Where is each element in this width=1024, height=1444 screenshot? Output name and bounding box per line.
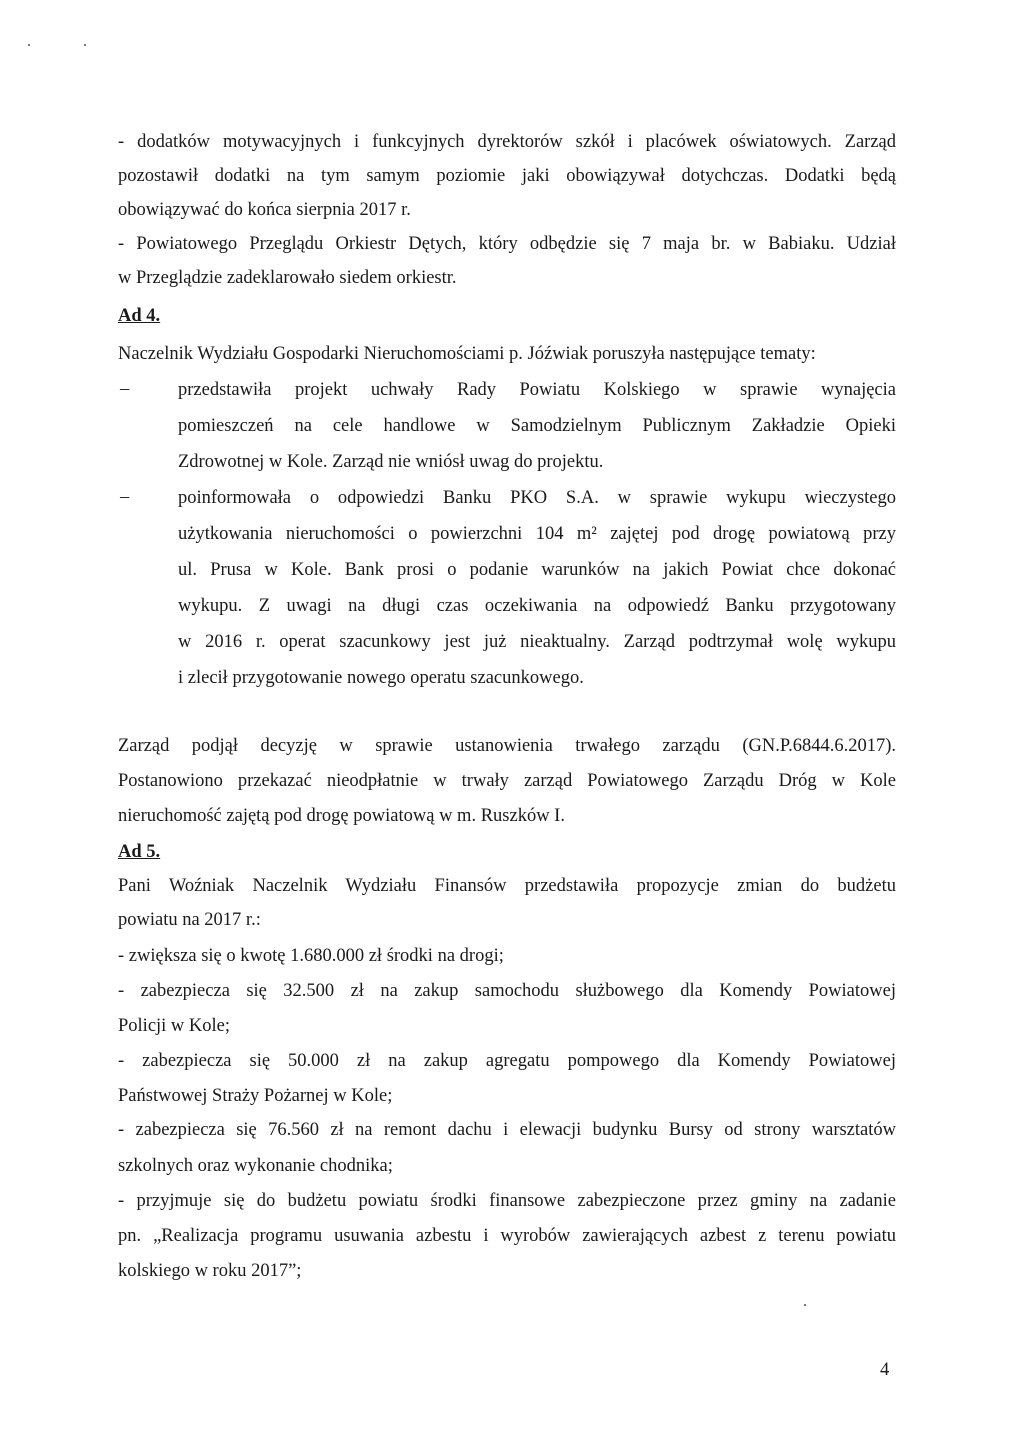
text-line: i zlecił przygotowanie nowego operatu szacunkowego. (178, 668, 584, 688)
text-line: szkolnych oraz wykonanie chodnika; (118, 1156, 393, 1176)
text-line: Państwowej Straży Pożarnej w Kole; (118, 1086, 393, 1106)
text-line: Postanowiono przekazać nieodpłatnie w trwały zarząd Powiatowego Zarządu Dróg w Kole (118, 771, 896, 791)
section-heading-ad4: Ad 4. (118, 306, 161, 326)
text-line: Zarząd podjął decyzję w sprawie ustanowienia trwałego zarządu (GN.P.6844.6.2017). (118, 736, 896, 756)
text-line: - przyjmuje się do budżetu powiatu środki finansowe zabezpieczone przez gminy na zadanie (118, 1191, 896, 1211)
text-line: kolskiego w roku 2017”; (118, 1261, 302, 1281)
text-line: obowiązywać do końca sierpnia 2017 r. (118, 200, 411, 220)
text-line: nieruchomość zajętą pod drogę powiatową w m. Ruszków I. (118, 806, 565, 826)
text-line: w 2016 r. operat szacunkowy jest już nieaktualny. Zarząd podtrzymał wolę wykupu (178, 632, 896, 652)
text-line: - Powiatowego Przeglądu Orkiestr Dętych, który odbędzie się 7 maja br. w Babiaku. Udział (118, 234, 896, 254)
text-line: - zabezpiecza się 76.560 zł na remont dachu i elewacji budynku Bursy od strony warsztatów (118, 1120, 896, 1140)
text-line: Zdrowotnej w Kole. Zarząd nie wniósł uwag do projektu. (178, 452, 604, 472)
text-line: w Przeglądzie zadeklarowało siedem orkiestr. (118, 268, 457, 288)
text-line: - zabezpiecza się 32.500 zł na zakup samochodu służbowego dla Komendy Powiatowej (118, 981, 896, 1001)
text-line: wykupu. Z uwagi na długi czas oczekiwania na odpowiedź Banku przygotowany (178, 596, 896, 616)
text-line: - zabezpiecza się 50.000 zł na zakup agregatu pompowego dla Komendy Powiatowej (118, 1051, 896, 1071)
scan-speck (804, 1304, 806, 1306)
text-line: poinformowała o odpowiedzi Banku PKO S.A. w sprawie wykupu wieczystego (178, 488, 896, 508)
text-line: użytkowania nieruchomości o powierzchni 104 m² zajętej pod drogę powiatową przy (178, 524, 896, 544)
text-line: - zwiększa się o kwotę 1.680.000 zł środki na drogi; (118, 946, 504, 966)
text-line: Policji w Kole; (118, 1016, 231, 1036)
text-line: - dodatków motywacyjnych i funkcyjnych dyrektorów szkół i placówek oświatowych. Zarząd (118, 132, 896, 152)
bullet-dash: – (120, 379, 130, 399)
text-line: pn. „Realizacja programu usuwania azbestu i wyrobów zawierających azbest z terenu powiatu (118, 1226, 896, 1246)
text-line: pozostawił dodatki na tym samym poziomie jaki obowiązywał dotychczas. Dodatki będą (118, 166, 896, 186)
scan-speck (28, 44, 30, 46)
scan-speck (84, 44, 86, 46)
text-line: Naczelnik Wydziału Gospodarki Nieruchomościami p. Jóźwiak poruszyła następujące tematy: (118, 344, 816, 364)
text-line: ul. Prusa w Kole. Bank prosi o podanie warunków na jakich Powiat chce dokonać (178, 560, 896, 580)
section-heading-ad5: Ad 5. (118, 842, 161, 862)
text-line: pomieszczeń na cele handlowe w Samodzielnym Publicznym Zakładzie Opieki (178, 416, 896, 436)
page-number: 4 (880, 1360, 890, 1380)
bullet-dash: – (120, 487, 130, 507)
text-line: przedstawiła projekt uchwały Rady Powiatu Kolskiego w sprawie wynajęcia (178, 380, 896, 400)
text-line: Pani Woźniak Naczelnik Wydziału Finansów przedstawiła propozycje zmian do budżetu (118, 876, 896, 896)
text-line: powiatu na 2017 r.: (118, 910, 261, 930)
